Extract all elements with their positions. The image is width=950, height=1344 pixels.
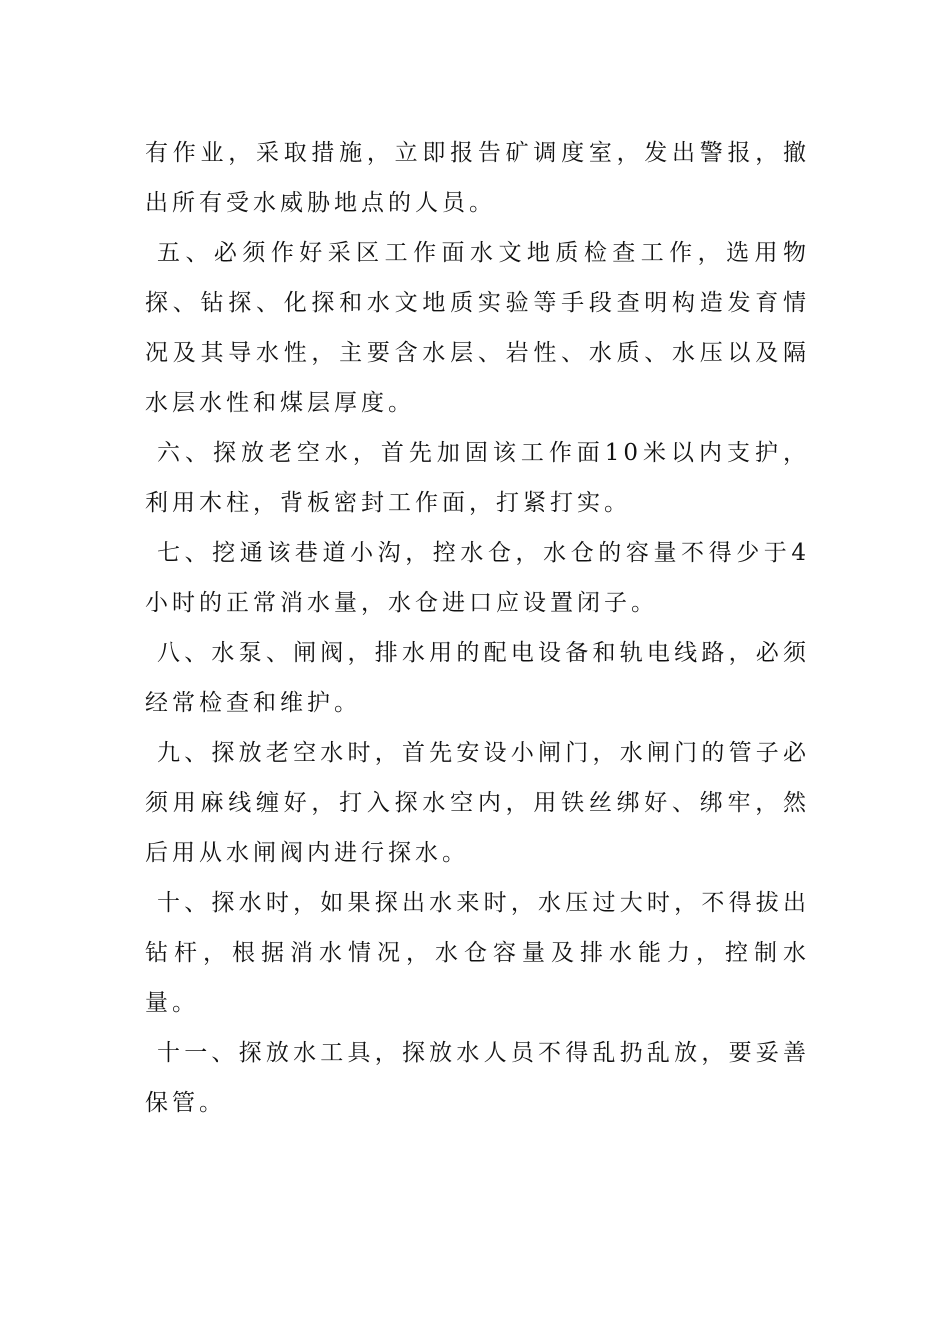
- paragraph-item-7: 七、挖通该巷道小沟，控水仓，水仓的容量不得少于4小时的正常消水量，水仓进口应设置闭子。: [145, 540, 810, 616]
- paragraph-item-8: 八、水泵、闸阀，排水用的配电设备和轨电线路，必须经常检查和维护。: [145, 640, 810, 716]
- paragraph-item-6: 六、探放老空水，首先加固该工作面10米以内支护，利用木柱，背板密封工作面，打紧打实。: [145, 440, 810, 516]
- paragraph-item-10: 十、探水时，如果探出水来时，水压过大时，不得拔出钻杆，根据消水情况，水仓容量及排水能力，控制水量。: [145, 890, 810, 1016]
- paragraph-continued: 有作业，采取措施，立即报告矿调度室，发出警报，撤出所有受水威胁地点的人员。: [145, 140, 810, 216]
- paragraph-item-9: 九、探放老空水时，首先安设小闸门，水闸门的管子必须用麻线缠好，打入探水空内，用铁丝绑好、绑牢，然后用从水闸阀内进行探水。: [145, 740, 810, 866]
- paragraph-item-5: 五、必须作好采区工作面水文地质检查工作，选用物探、钻探、化探和水文地质实验等手段查明构造发育情况及其导水性，主要含水层、岩性、水质、水压以及隔水层水性和煤层厚度。: [145, 240, 810, 416]
- document-body: [145, 128, 810, 1128]
- paragraph-item-11: 十一、探放水工具，探放水人员不得乱扔乱放，要妥善保管。: [145, 1040, 810, 1116]
